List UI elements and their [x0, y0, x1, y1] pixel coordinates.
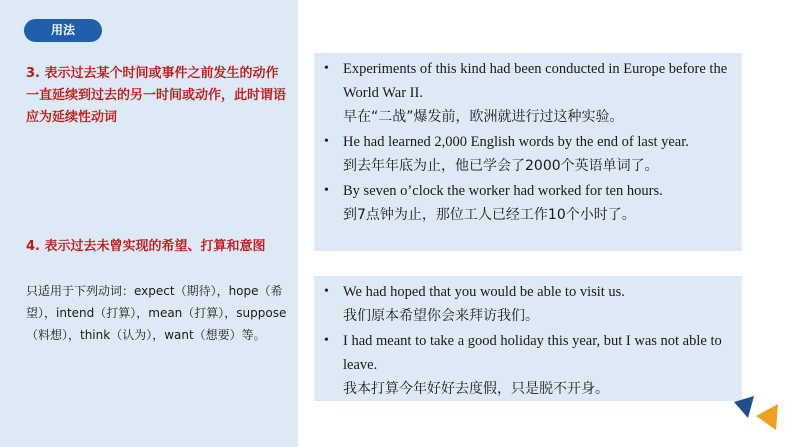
navy-triangle-shape	[734, 396, 754, 418]
example-english: By seven o’clock the worker had worked for ten hours.	[343, 183, 663, 199]
bullet-icon: •	[324, 134, 329, 149]
example-item	[324, 280, 732, 329]
usage-badge: 用法	[24, 19, 102, 42]
example-chinese: 到去年年底为止，他已学会了2000个英语单词了。	[343, 158, 659, 174]
corner-triangles-decoration	[728, 388, 788, 436]
examples-box-usage-3	[314, 53, 742, 251]
example-chinese: 早在“二战”爆发前，欧洲就进行过这种实验。	[343, 109, 624, 125]
example-chinese: 我本打算今年好好去度假，只是脱不开身。	[343, 381, 609, 397]
bullet-icon: •	[324, 61, 329, 76]
example-english: I had meant to take a good holiday this year, but I was not able to leave.	[343, 333, 722, 373]
example-english: We had hoped that you would be able to visit us.	[343, 284, 625, 300]
examples-box-usage-4	[314, 276, 742, 401]
bullet-icon: •	[324, 183, 329, 198]
left-panel	[0, 0, 298, 447]
example-english: Experiments of this kind had been conducted in Europe before the World War II.	[343, 61, 728, 101]
usage-3-heading: 3. 表示过去某个时间或事件之前发生的动作一直延续到过去的另一时间或动作，此时谓语应为延续性动词	[26, 66, 287, 125]
usage-4-heading: 4. 表示过去未曾实现的希望、打算和意图	[26, 239, 266, 254]
bullet-icon: •	[324, 333, 329, 348]
example-chinese: 到7点钟为止，那位工人已经工作10个小时了。	[343, 207, 636, 223]
usage-4-note: 只适用于下列动词：expect（期待），hope（希望），intend（打算），mean（打算），suppose（料想），think（认为），want（想要）等。	[26, 284, 287, 342]
orange-triangle-shape	[756, 404, 778, 430]
example-item	[324, 130, 732, 179]
example-item	[324, 179, 732, 228]
example-item	[324, 329, 732, 402]
bullet-icon: •	[324, 284, 329, 299]
example-item	[324, 57, 732, 130]
example-chinese: 我们原本希望你会来拜访我们。	[343, 308, 539, 324]
example-english: He had learned 2,000 English words by the end of last year.	[343, 134, 689, 150]
